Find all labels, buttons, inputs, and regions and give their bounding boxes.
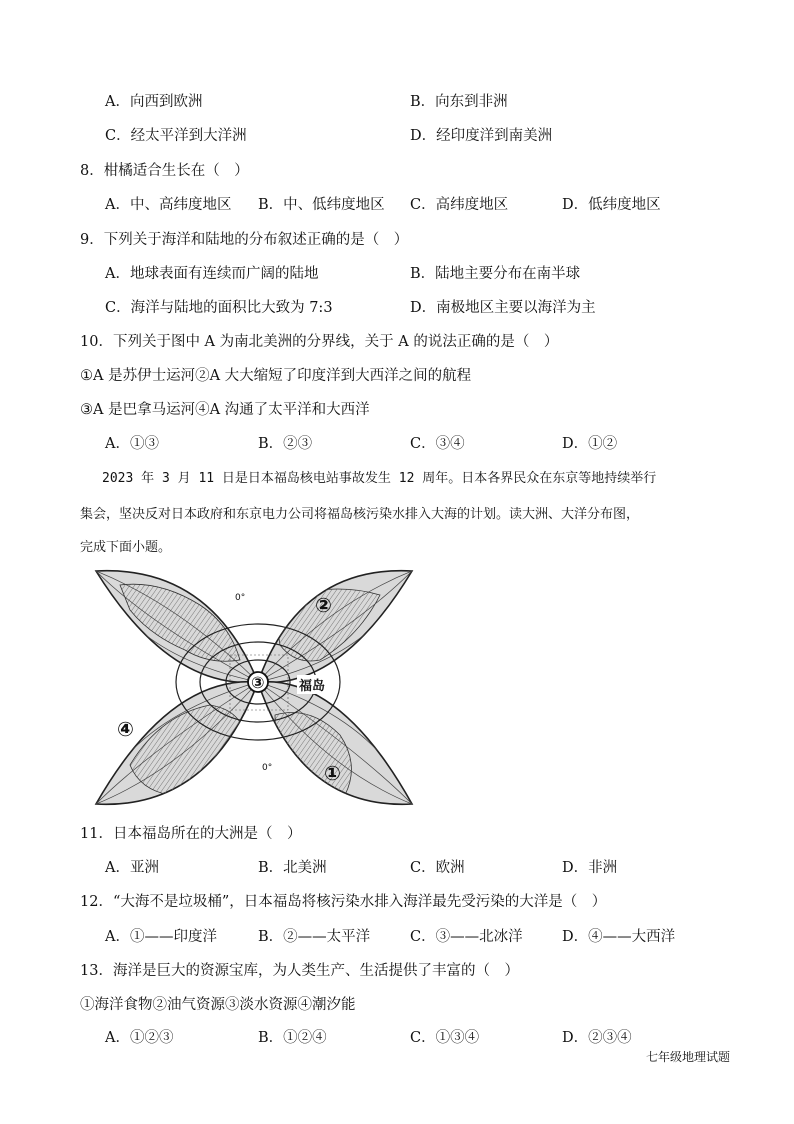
page-footer: 七年级地理试题: [646, 1050, 731, 1064]
map-label-four: ④: [117, 717, 134, 741]
q13-stem: 13．海洋是巨大的资源宝库，为人类生产、生活提供了丰富的（ ）: [80, 963, 519, 979]
q11-option-b: B．北美洲: [258, 860, 327, 876]
q12-option-b: B．②——太平洋: [258, 929, 371, 945]
map-label-degree-bottom: 0°: [262, 763, 273, 773]
q12-option-c: C．③——北冰洋: [410, 929, 523, 945]
q7-option-d: D．经印度洋到南美洲: [410, 128, 553, 144]
q8-option-c: C．高纬度地区: [410, 197, 509, 213]
q9-option-c: C．海洋与陆地的面积比大致为 7:3: [105, 300, 333, 316]
q10-option-c: C．③④: [410, 436, 465, 452]
q11-option-c: C．欧洲: [410, 860, 465, 876]
q11-option-d: D．非洲: [562, 860, 618, 876]
q8-option-a: A．中、高纬度地区: [105, 197, 232, 213]
q7-option-b: B．向东到非洲: [410, 94, 508, 110]
q10-stem: 10．下列关于图中 A 为南北美洲的分界线，关于 A 的说法正确的是（ ）: [80, 334, 559, 350]
q10-statement-1: ①A 是苏伊士运河②A 大大缩短了印度洋到大西洋之间的航程: [80, 368, 472, 384]
q13-option-a: A．①②③: [105, 1030, 174, 1046]
passage-line-3: 完成下面小题。: [80, 540, 172, 555]
q8-option-b: B．中、低纬度地区: [258, 197, 385, 213]
q8-option-d: D．低纬度地区: [562, 197, 661, 213]
q13-statement: ①海洋食物②油气资源③淡水资源④潮汐能: [80, 997, 356, 1013]
q12-stem: 12．“大海不是垃圾桶”，日本福岛将核污染水排入海洋最先受污染的大洋是（ ）: [80, 894, 607, 910]
passage-line-1: 2023 年 3 月 11 日是日本福岛核电站事故发生 12 周年。日本各界民众在东京等地持续举行: [102, 471, 657, 486]
q10-option-b: B．②③: [258, 436, 313, 452]
q9-option-a: A．地球表面有连续而广阔的陆地: [105, 266, 319, 282]
q13-option-c: C．①③④: [410, 1030, 480, 1046]
q9-option-d: D．南极地区主要以海洋为主: [410, 300, 596, 316]
q7-option-c: C．经太平洋到大洋洲: [105, 128, 247, 144]
q13-option-d: D．②③④: [562, 1030, 632, 1046]
q9-option-b: B．陆地主要分布在南半球: [410, 266, 581, 282]
q10-option-a: A．①③: [105, 436, 159, 452]
map-label-two: ②: [315, 593, 332, 617]
map-label-fukushima: 福岛: [297, 675, 327, 694]
passage-line-2: 集会，坚决反对日本政府和东京电力公司将福岛核污染水排入大海的计划。读大洲、大洋分布图，: [80, 507, 640, 522]
q10-option-d: D．①②: [562, 436, 618, 452]
map-label-degree-top: 0°: [235, 593, 246, 603]
q11-option-a: A．亚洲: [105, 860, 159, 876]
map-label-one: ①: [324, 761, 341, 785]
q12-option-a: A．①——印度洋: [105, 929, 217, 945]
q7-option-a: A．向西到欧洲: [105, 94, 203, 110]
q12-option-d: D．④——大西洋: [562, 929, 676, 945]
continent-ocean-map: [90, 565, 418, 810]
q10-statement-2: ③A 是巴拿马运河④A 沟通了太平洋和大西洋: [80, 402, 370, 418]
q8-stem: 8．柑橘适合生长在（ ）: [80, 163, 249, 179]
q13-option-b: B．①②④: [258, 1030, 327, 1046]
q11-stem: 11．日本福岛所在的大洲是（ ）: [80, 826, 302, 842]
map-label-three: ③: [251, 673, 265, 692]
q9-stem: 9．下列关于海洋和陆地的分布叙述正确的是（ ）: [80, 232, 409, 248]
